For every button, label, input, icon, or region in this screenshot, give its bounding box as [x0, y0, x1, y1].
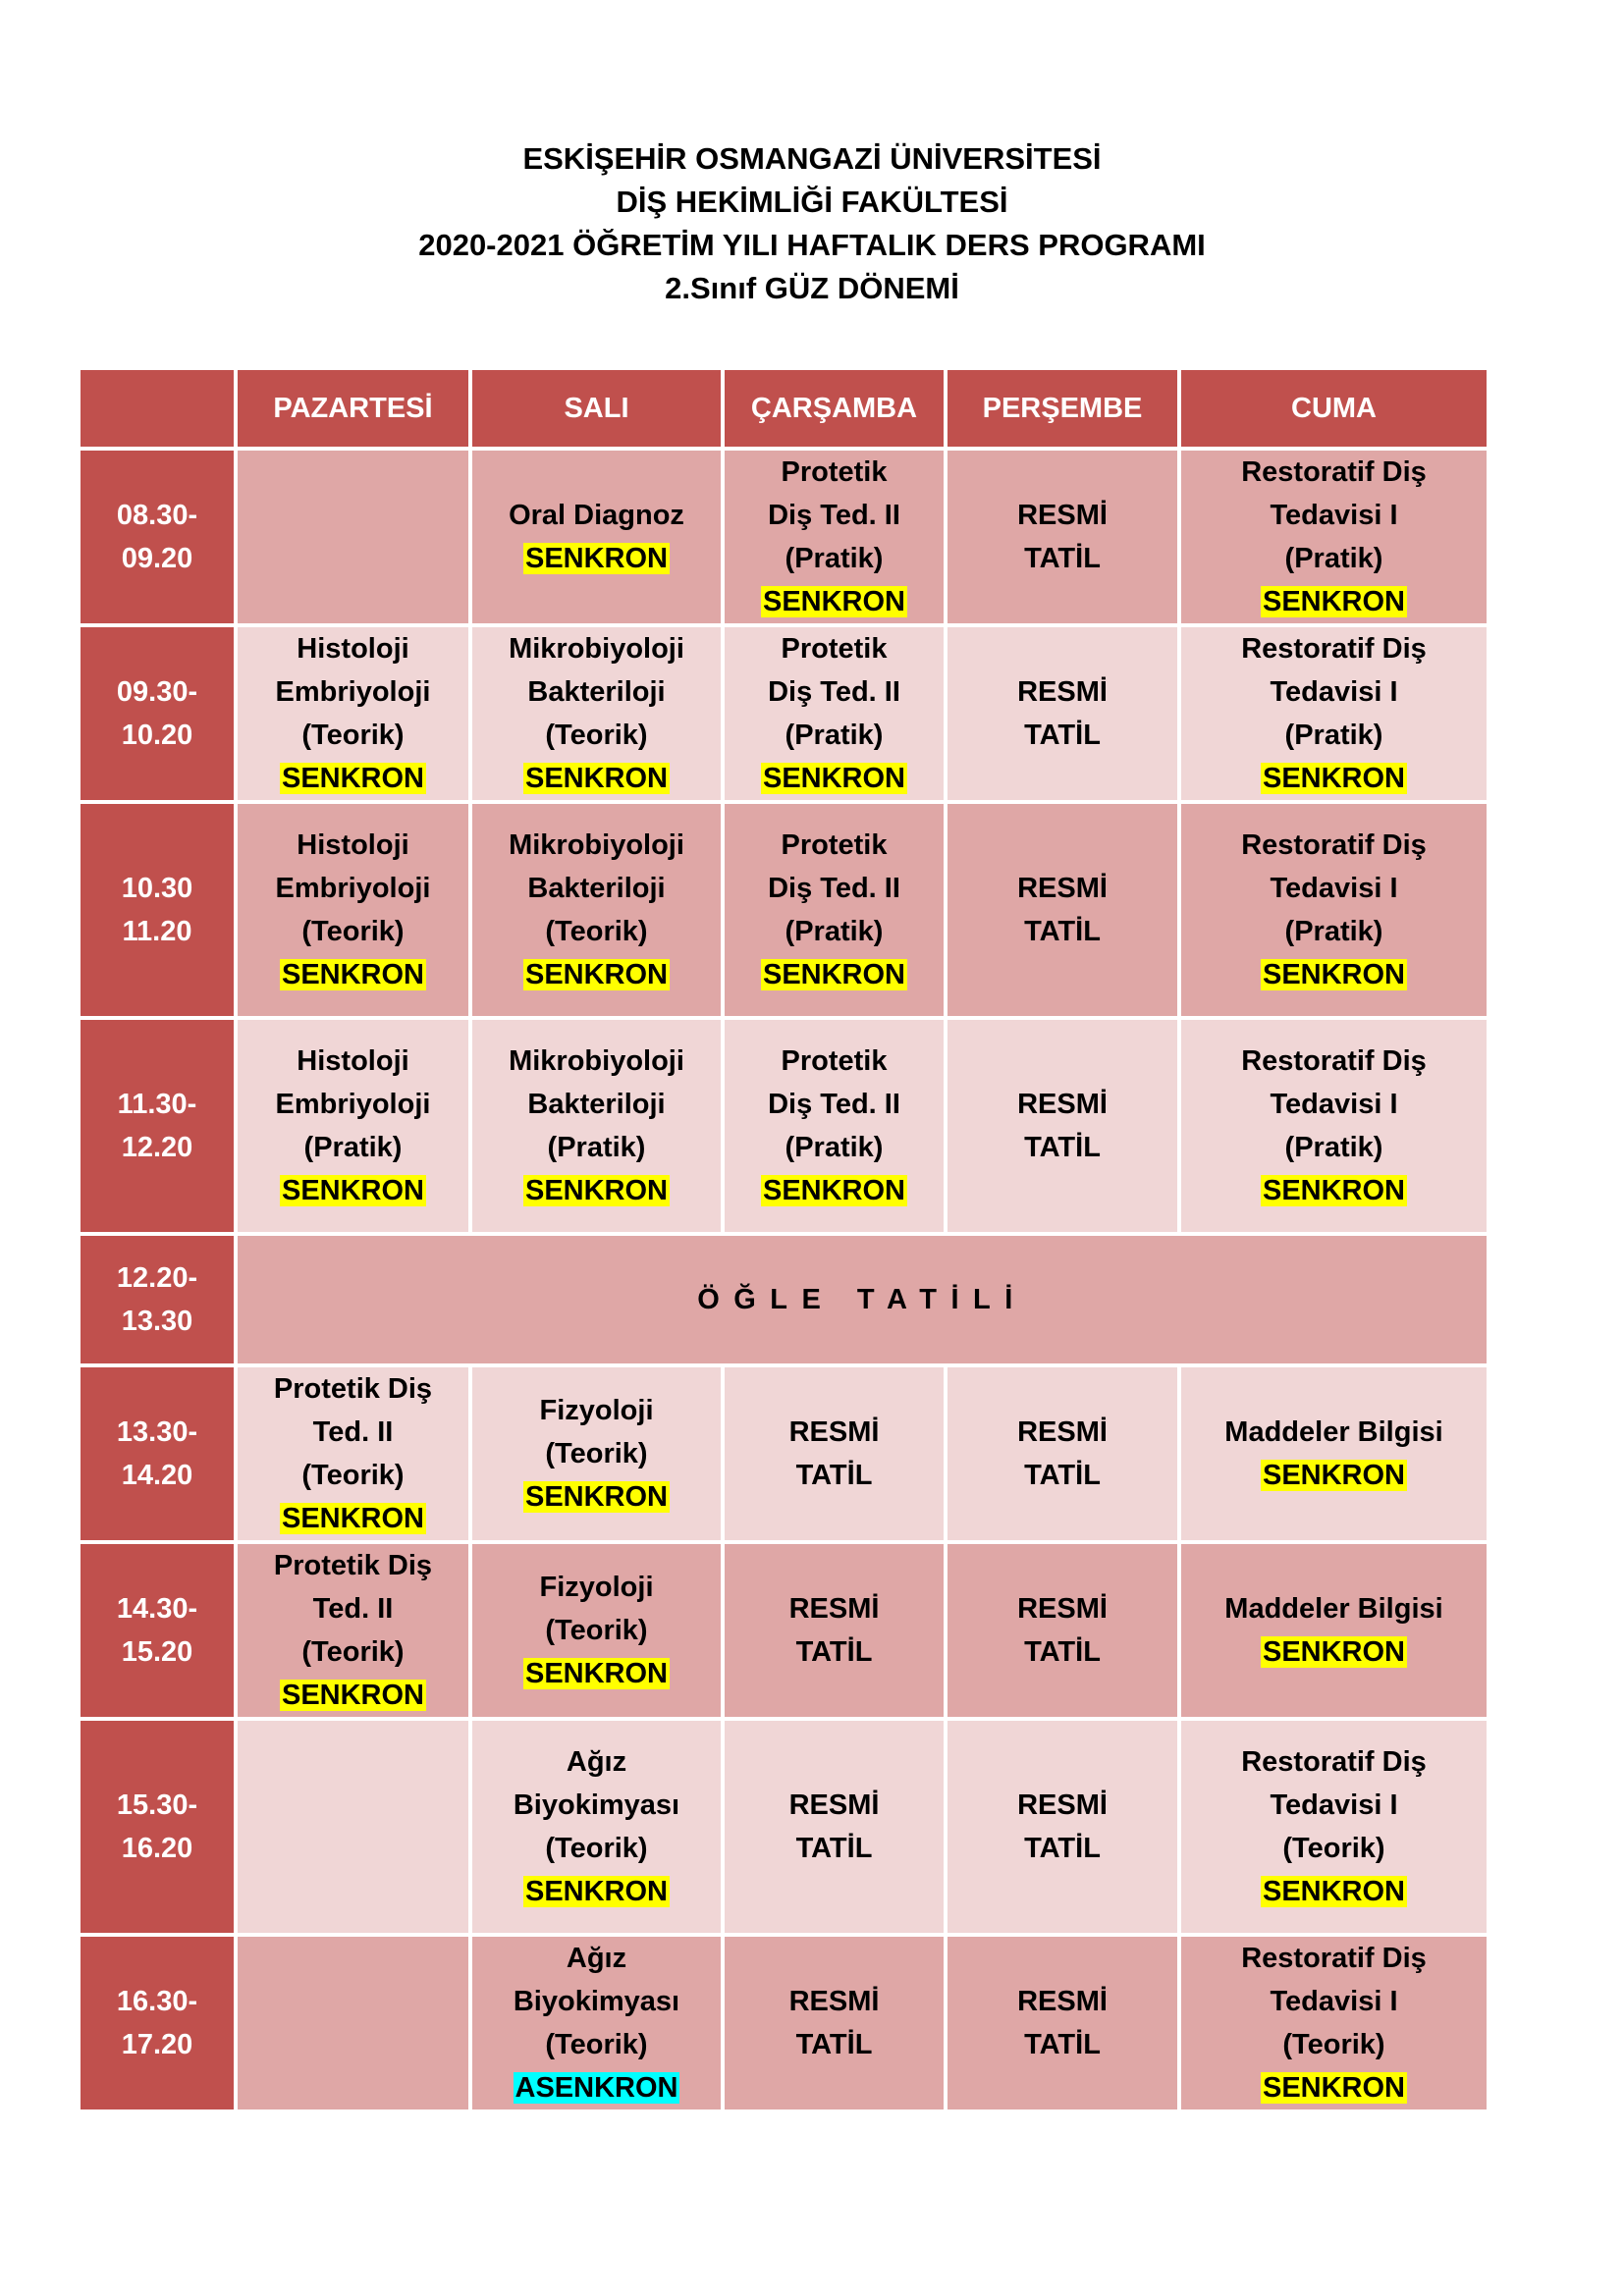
senkron-badge: SENKRON — [281, 763, 424, 794]
time-start: 10.30 — [121, 873, 193, 904]
time-slot-row — [79, 1365, 1489, 1542]
delivery-mode — [1181, 580, 1487, 623]
course-text-line: RESMİ — [1017, 873, 1108, 904]
time-slot-label — [79, 1018, 236, 1234]
course-text-line: TATİL — [1024, 2029, 1101, 2060]
senkron-badge: SENKRON — [1262, 586, 1405, 617]
course-text-line: (Teorik) — [545, 720, 648, 751]
course-text-line: Ağız — [566, 1746, 627, 1778]
document-header — [0, 137, 1624, 310]
delivery-mode — [1181, 1630, 1487, 1674]
course-cell-cuma — [1179, 1018, 1489, 1234]
course-cell-pazartesi — [236, 802, 470, 1018]
course-cell-sali — [470, 1719, 723, 1935]
term-title: 2.Sınıf GÜZ DÖNEMİ — [665, 271, 959, 305]
course-cell-cuma — [1179, 449, 1489, 625]
day-header-sali: SALI — [470, 368, 723, 449]
senkron-badge: SENKRON — [281, 1503, 424, 1534]
course-cell-cuma — [1179, 1365, 1489, 1542]
delivery-mode — [1181, 1169, 1487, 1212]
course-text-line: Embriyoloji — [275, 1089, 431, 1120]
senkron-badge: SENKRON — [762, 959, 905, 990]
time-slot-label — [79, 625, 236, 802]
course-text-line: Tedavisi I — [1270, 1089, 1398, 1120]
time-end: 12.20 — [121, 1132, 193, 1163]
delivery-mode — [238, 1169, 468, 1212]
course-cell-persembe — [946, 449, 1179, 625]
delivery-mode — [472, 1652, 721, 1695]
course-text-line: Tedavisi I — [1270, 873, 1398, 904]
university-title: ESKİŞEHİR OSMANGAZİ ÜNİVERSİTESİ — [522, 141, 1102, 176]
course-text-line: Restoratif Diş — [1241, 633, 1427, 665]
course-text-line: TATİL — [1024, 1132, 1101, 1163]
course-text-line: TATİL — [1024, 720, 1101, 751]
delivery-mode — [472, 1475, 721, 1519]
time-end: 16.20 — [121, 1833, 193, 1864]
course-text-line: Mikrobiyoloji — [509, 1045, 684, 1077]
course-text-line: RESMİ — [788, 1593, 880, 1625]
corner-cell — [79, 368, 236, 449]
course-text-line: (Teorik) — [545, 1833, 648, 1864]
course-text-line: Fizyoloji — [539, 1395, 654, 1426]
course-cell-sali — [470, 625, 723, 802]
course-cell-carsamba — [723, 1719, 946, 1935]
time-start: 08.30- — [116, 500, 198, 531]
course-cell-cuma — [1179, 1935, 1489, 2111]
delivery-mode — [1181, 1870, 1487, 1913]
course-text-line: Protetik — [781, 633, 888, 665]
course-text-line: Protetik Diş — [273, 1550, 433, 1581]
course-text-line: (Pratik) — [547, 1132, 646, 1163]
delivery-mode — [725, 580, 944, 623]
time-slot-row — [79, 1719, 1489, 1935]
delivery-mode — [1181, 757, 1487, 800]
senkron-badge: SENKRON — [1262, 1636, 1405, 1668]
course-text-line: (Pratik) — [785, 720, 884, 751]
delivery-mode — [1181, 1454, 1487, 1497]
course-text-line: TATİL — [1024, 916, 1101, 947]
day-header-row — [79, 368, 1489, 449]
senkron-badge: SENKRON — [281, 1175, 424, 1206]
course-text-line: (Teorik) — [545, 1615, 648, 1646]
schedule-table — [77, 366, 1490, 2113]
delivery-mode — [472, 1870, 721, 1913]
senkron-badge: SENKRON — [524, 543, 668, 574]
senkron-badge: SENKRON — [1262, 2072, 1405, 2104]
course-text-line: Ted. II — [312, 1416, 394, 1448]
course-text-line: (Teorik) — [1282, 1833, 1385, 1864]
delivery-mode — [472, 2066, 721, 2109]
course-text-line: Tedavisi I — [1270, 676, 1398, 708]
course-text-line: Ted. II — [312, 1593, 394, 1625]
course-text-line: Protetik Diş — [273, 1373, 433, 1405]
senkron-badge: SENKRON — [524, 1658, 668, 1689]
senkron-badge: SENKRON — [1262, 1460, 1405, 1491]
program-title: 2020-2021 ÖĞRETİM YILI HAFTALIK DERS PROGRAMI — [418, 228, 1206, 262]
course-text-line: (Teorik) — [545, 1438, 648, 1469]
course-text-line: Maddeler Bilgisi — [1224, 1416, 1443, 1448]
course-text-line: (Teorik) — [1282, 2029, 1385, 2060]
course-text-line: Fizyoloji — [539, 1572, 654, 1603]
senkron-badge: SENKRON — [762, 1175, 905, 1206]
course-cell-persembe — [946, 1018, 1179, 1234]
course-text-line: (Pratik) — [785, 543, 884, 574]
senkron-badge: SENKRON — [1262, 763, 1405, 794]
course-cell-persembe — [946, 802, 1179, 1018]
course-text-line: Ağız — [566, 1943, 627, 1974]
course-text-line: Diş Ted. II — [768, 500, 900, 531]
course-text-line: TATİL — [795, 2029, 873, 2060]
time-slot-row — [79, 625, 1489, 802]
day-header-cuma: CUMA — [1179, 368, 1489, 449]
course-text-line: RESMİ — [788, 1789, 880, 1821]
course-text-line: Bakteriloji — [527, 1089, 666, 1120]
course-cell-persembe — [946, 625, 1179, 802]
course-text-line: (Teorik) — [301, 916, 405, 947]
course-text-line: (Teorik) — [301, 1460, 405, 1491]
course-cell-sali — [470, 1018, 723, 1234]
course-cell-persembe — [946, 1542, 1179, 1719]
day-header-persembe: PERŞEMBE — [946, 368, 1179, 449]
senkron-badge: SENKRON — [1262, 959, 1405, 990]
delivery-mode — [238, 1497, 468, 1540]
course-text-line: TATİL — [795, 1833, 873, 1864]
course-text-line: TATİL — [1024, 1460, 1101, 1491]
course-text-line: (Pratik) — [785, 916, 884, 947]
course-text-line: TATİL — [1024, 543, 1101, 574]
course-text-line: Tedavisi I — [1270, 500, 1398, 531]
course-text-line: Restoratif Diş — [1241, 829, 1427, 861]
senkron-badge: SENKRON — [524, 763, 668, 794]
course-text-line: Biyokimyası — [513, 1986, 680, 2017]
course-text-line: Protetik — [781, 829, 888, 861]
course-text-line: (Pratik) — [1284, 720, 1383, 751]
time-slot-row — [79, 1018, 1489, 1234]
delivery-mode — [472, 953, 721, 996]
time-slot-row — [79, 1542, 1489, 1719]
delivery-mode — [472, 537, 721, 580]
delivery-mode — [472, 1169, 721, 1212]
course-cell-carsamba — [723, 1018, 946, 1234]
course-text-line: Oral Diagnoz — [509, 500, 684, 531]
time-end: 09.20 — [121, 543, 193, 574]
course-text-line: (Teorik) — [301, 1636, 405, 1668]
course-cell-persembe — [946, 1365, 1179, 1542]
course-cell-cuma — [1179, 802, 1489, 1018]
delivery-mode — [1181, 2066, 1487, 2109]
course-text-line: Embriyoloji — [275, 676, 431, 708]
time-start: 09.30- — [116, 676, 198, 708]
course-cell-pazartesi — [236, 1719, 470, 1935]
course-text-line: Restoratif Diş — [1241, 1746, 1427, 1778]
senkron-badge: SENKRON — [762, 586, 905, 617]
time-slot-label — [79, 1719, 236, 1935]
course-text-line: (Pratik) — [785, 1132, 884, 1163]
course-cell-pazartesi — [236, 625, 470, 802]
course-text-line: (Teorik) — [301, 720, 405, 751]
time-end: 11.20 — [122, 916, 192, 947]
time-start: 13.30- — [116, 1416, 198, 1448]
course-cell-sali — [470, 1542, 723, 1719]
course-cell-carsamba — [723, 1935, 946, 2111]
course-text-line: Bakteriloji — [527, 873, 666, 904]
asenkron-badge: ASENKRON — [514, 2072, 678, 2104]
time-slot-label — [79, 1935, 236, 2111]
senkron-badge: SENKRON — [1262, 1876, 1405, 1907]
time-end: 10.20 — [121, 720, 193, 751]
time-end: 15.20 — [121, 1636, 193, 1668]
course-text-line: Biyokimyası — [513, 1789, 680, 1821]
delivery-mode — [1181, 953, 1487, 996]
senkron-badge: SENKRON — [281, 959, 424, 990]
course-text-line: Diş Ted. II — [768, 676, 900, 708]
day-header-carsamba: ÇARŞAMBA — [723, 368, 946, 449]
time-start: 11.30- — [117, 1089, 197, 1120]
course-text-line: RESMİ — [1017, 1089, 1108, 1120]
course-text-line: RESMİ — [788, 1986, 880, 2017]
delivery-mode — [472, 757, 721, 800]
course-text-line: (Pratik) — [1284, 543, 1383, 574]
time-end: 13.30 — [121, 1306, 193, 1337]
course-text-line: (Teorik) — [545, 916, 648, 947]
lunch-row — [79, 1234, 1489, 1365]
course-text-line: (Teorik) — [545, 2029, 648, 2060]
time-start: 12.20- — [116, 1262, 198, 1294]
time-slot-row — [79, 449, 1489, 625]
course-cell-carsamba — [723, 802, 946, 1018]
course-cell-sali — [470, 449, 723, 625]
course-text-line: (Pratik) — [303, 1132, 403, 1163]
senkron-badge: SENKRON — [524, 1481, 668, 1513]
course-cell-pazartesi — [236, 1018, 470, 1234]
course-text-line: TATİL — [795, 1460, 873, 1491]
course-cell-cuma — [1179, 625, 1489, 802]
senkron-badge: SENKRON — [524, 1175, 668, 1206]
time-slot-label — [79, 1542, 236, 1719]
course-text-line: (Pratik) — [1284, 1132, 1383, 1163]
course-text-line: Protetik — [781, 456, 888, 488]
senkron-badge: SENKRON — [524, 959, 668, 990]
course-text-line: Histoloji — [297, 829, 409, 861]
course-text-line: Diş Ted. II — [768, 1089, 900, 1120]
senkron-badge: SENKRON — [281, 1680, 424, 1711]
course-text-line: Tedavisi I — [1270, 1789, 1398, 1821]
course-text-line: RESMİ — [1017, 1789, 1108, 1821]
delivery-mode — [238, 1674, 468, 1717]
course-text-line: RESMİ — [1017, 1416, 1108, 1448]
day-header-pazartesi: PAZARTESİ — [236, 368, 470, 449]
time-slot-row — [79, 802, 1489, 1018]
course-text-line: Tedavisi I — [1270, 1986, 1398, 2017]
course-text-line: RESMİ — [1017, 1593, 1108, 1625]
course-text-line: RESMİ — [1017, 500, 1108, 531]
course-text-line: Maddeler Bilgisi — [1224, 1593, 1443, 1625]
course-text-line: Restoratif Diş — [1241, 456, 1427, 488]
faculty-title: DİŞ HEKİMLİĞİ FAKÜLTESİ — [616, 185, 1008, 219]
course-text-line: Diş Ted. II — [768, 873, 900, 904]
time-slot-label — [79, 802, 236, 1018]
course-text-line: Bakteriloji — [527, 676, 666, 708]
course-cell-carsamba — [723, 1542, 946, 1719]
delivery-mode — [725, 757, 944, 800]
course-text-line: Protetik — [781, 1045, 888, 1077]
course-text-line: Mikrobiyoloji — [509, 633, 684, 665]
course-cell-pazartesi — [236, 1542, 470, 1719]
course-text-line: RESMİ — [788, 1416, 880, 1448]
course-text-line: Histoloji — [297, 633, 409, 665]
delivery-mode — [725, 953, 944, 996]
lunch-break-cell: ÖĞLE TATİLİ — [236, 1234, 1489, 1365]
course-text-line: Embriyoloji — [275, 873, 431, 904]
course-cell-sali — [470, 802, 723, 1018]
course-text-line: RESMİ — [1017, 676, 1108, 708]
time-slot-label — [79, 1365, 236, 1542]
course-text-line: RESMİ — [1017, 1986, 1108, 2017]
time-end: 17.20 — [121, 2029, 193, 2060]
course-text-line: (Pratik) — [1284, 916, 1383, 947]
senkron-badge: SENKRON — [1262, 1175, 1405, 1206]
course-cell-sali — [470, 1935, 723, 2111]
course-text-line: Restoratif Diş — [1241, 1943, 1427, 1974]
time-slot-label — [79, 1234, 236, 1365]
delivery-mode — [238, 757, 468, 800]
course-cell-cuma — [1179, 1542, 1489, 1719]
course-cell-carsamba — [723, 1365, 946, 1542]
course-cell-carsamba — [723, 449, 946, 625]
course-cell-persembe — [946, 1719, 1179, 1935]
course-text-line: TATİL — [795, 1636, 873, 1668]
time-slot-label — [79, 449, 236, 625]
course-text-line: Restoratif Diş — [1241, 1045, 1427, 1077]
time-slot-row — [79, 1935, 1489, 2111]
course-cell-pazartesi — [236, 1935, 470, 2111]
course-cell-persembe — [946, 1935, 1179, 2111]
time-start: 14.30- — [116, 1593, 198, 1625]
course-cell-carsamba — [723, 625, 946, 802]
course-text-line: Mikrobiyoloji — [509, 829, 684, 861]
course-cell-pazartesi — [236, 1365, 470, 1542]
time-start: 16.30- — [116, 1986, 198, 2017]
course-text-line: Histoloji — [297, 1045, 409, 1077]
course-text-line: TATİL — [1024, 1636, 1101, 1668]
time-end: 14.20 — [121, 1460, 193, 1491]
course-cell-cuma — [1179, 1719, 1489, 1935]
course-cell-pazartesi — [236, 449, 470, 625]
course-cell-sali — [470, 1365, 723, 1542]
delivery-mode — [238, 953, 468, 996]
senkron-badge: SENKRON — [524, 1876, 668, 1907]
senkron-badge: SENKRON — [762, 763, 905, 794]
delivery-mode — [725, 1169, 944, 1212]
course-text-line: TATİL — [1024, 1833, 1101, 1864]
time-start: 15.30- — [116, 1789, 198, 1821]
